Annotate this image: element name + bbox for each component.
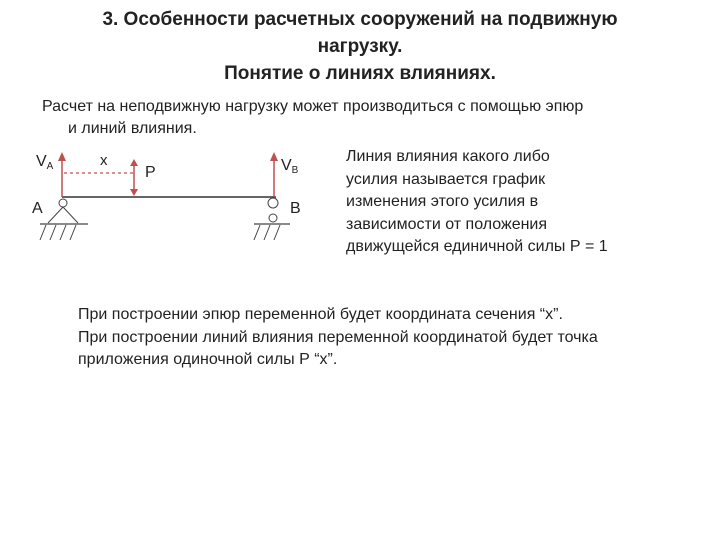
definition-line-4: зависимости от положения xyxy=(346,215,548,233)
notes-line-1: При построении эпюр переменной будет координата сечения “x”. xyxy=(78,306,563,323)
reaction-b-label: VB xyxy=(281,157,299,176)
load-label: P xyxy=(145,164,156,181)
definition-line-5: движущейся единичной силы Р = 1 xyxy=(346,238,608,255)
definition-line-3: изменения этого усилия в xyxy=(346,193,539,210)
reaction-a-label: VA xyxy=(36,153,54,172)
title-line-2: нагрузку. xyxy=(317,36,403,57)
pin-support-icon xyxy=(40,199,88,240)
title-line-1: 3. Особенности расчетных сооружений на подвижную xyxy=(102,9,618,30)
notes-line-3: приложения одиночной силы Р “x”. xyxy=(78,351,338,368)
title-line-3: Понятие о линиях влияниях. xyxy=(224,63,496,84)
support-a-label: A xyxy=(32,200,43,217)
intro-line-1: Расчет на неподвижную нагрузку может производиться с помощью эпюр xyxy=(42,98,584,115)
definition-line-2: усилия называется график xyxy=(346,170,546,188)
definition-paragraph xyxy=(346,146,676,259)
distance-label: x xyxy=(100,152,108,169)
intro-line-2: и линий влияния. xyxy=(68,120,197,137)
notes-paragraph xyxy=(78,304,698,372)
support-b-label: B xyxy=(290,200,301,217)
roller-support-icon xyxy=(254,198,290,240)
definition-line-1: Линия влияния какого либо xyxy=(346,148,550,165)
arrow-up-icon xyxy=(58,152,66,197)
arrow-down-icon xyxy=(130,159,138,196)
arrow-up-icon xyxy=(270,152,278,197)
notes-line-2: При построении линий влияния переменной координатой будет точка xyxy=(78,328,598,346)
